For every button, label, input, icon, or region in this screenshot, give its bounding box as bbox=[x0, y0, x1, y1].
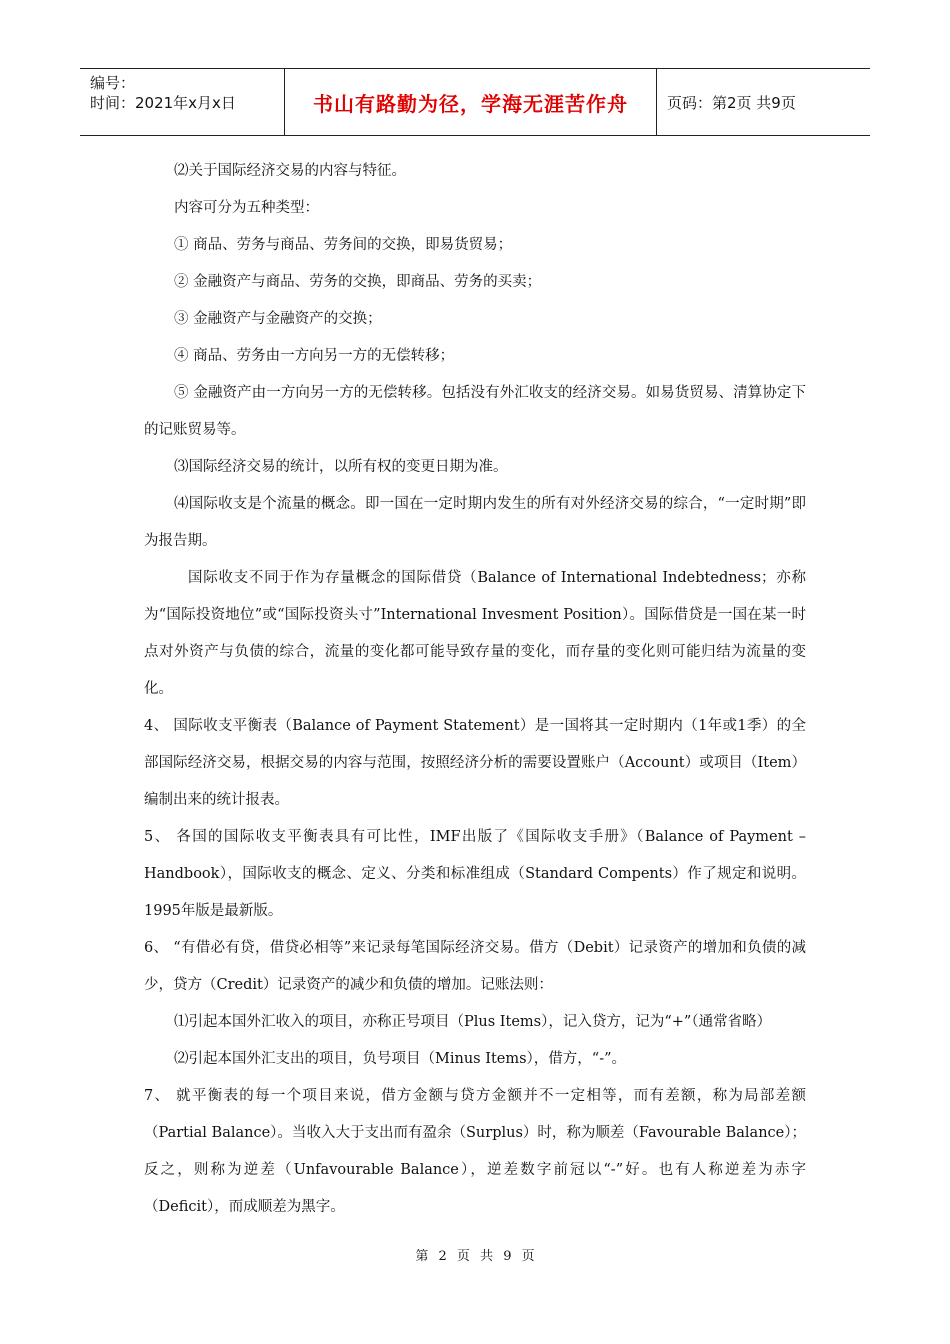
header-meta bbox=[80, 69, 285, 135]
numbered-item: 5、 各国的国际收支平衡表具有可比性，IMF出版了《国际收支手册》（Balance of Payment –Handbook），国际收支的概念、定义、分类和标准组成（Standard Compents）作了规定和说明。1995年版是最新版。 bbox=[144, 829, 806, 919]
doc-number-label: 编号： bbox=[90, 74, 136, 92]
numbered-item: 7、 就平衡表的每一个项目来说，借方金额与贷方金额并不一定相等，而有差额，称为局部差额（Partial Balance）。当收入大于支出而有盈余（Surplus）时，称为顺差（Favourable Balance）；反之，则称为逆差（Unfavourable Balance），逆差数字前冠以“-”好。也有人称逆差为赤字（Deficit），而成顺差为黑字。 bbox=[144, 1088, 806, 1215]
list-item: ③ 金融资产与金融资产的交换； bbox=[174, 311, 382, 327]
paragraph: 内容可分为五种类型： bbox=[174, 200, 319, 216]
list-item: ④ 商品、劳务由一方向另一方的无偿转移； bbox=[174, 348, 455, 364]
numbered-item: 6、 “有借必有贷，借贷必相等”来记录每笔国际经济交易。借方（Debit）记录资产的增加和负债的减少，贷方（Credit）记录资产的减少和负债的增加。记账法则： bbox=[144, 940, 806, 993]
header-page-info: 页码：第2页 共9页 bbox=[667, 93, 796, 112]
paragraph: ⑷国际收支是个流量的概念。即一国在一定时期内发生的所有对外经济交易的综合，“一定时期”即为报告期。 bbox=[144, 496, 806, 549]
list-item: ⑤ 金融资产由一方向另一方的无偿转移。包括没有外汇收支的经济交易。如易货贸易、清算协定下的记账贸易等。 bbox=[144, 385, 806, 438]
paragraph: ⑵引起本国外汇支出的项目，负号项目（Minus Items），借方，“-”。 bbox=[174, 1051, 627, 1067]
document-body bbox=[144, 153, 806, 1226]
header-motto: 书山有路勤为径，学海无涯苦作舟 bbox=[285, 69, 657, 135]
paragraph: 国际收支不同于作为存量概念的国际借贷（Balance of International Indebtedness；亦称为“国际投资地位”或“国际投资头寸”International Invesment Position）。国际借贷是一国在某一时点对外资产与负债的综合，流量的变化都可能导致存量的变化，而存量的变化则可能归结为流量的变化。 bbox=[144, 570, 806, 697]
doc-time-label: 时间：2021年x月x日 bbox=[90, 94, 236, 112]
paragraph: ⑵关于国际经济交易的内容与特征。 bbox=[174, 163, 406, 179]
list-item: ① 商品、劳务与商品、劳务间的交换，即易货贸易； bbox=[174, 237, 513, 253]
paragraph: ⑴引起本国外汇收入的项目，亦称正号项目（Plus Items），记入贷方，记为“+”（通常省略） bbox=[174, 1014, 772, 1030]
page-footer: 第 2 页 共 9 页 bbox=[415, 1249, 535, 1264]
numbered-item: 4、 国际收支平衡表（Balance of Payment Statement）是一国将其一定时期内（1年或1季）的全部国际经济交易，根据交易的内容与范围，按照经济分析的需要设置账户（Account）或项目（Item）编制出来的统计报表。 bbox=[144, 718, 806, 808]
paragraph: ⑶国际经济交易的统计，以所有权的变更日期为准。 bbox=[174, 459, 508, 475]
list-item: ② 金融资产与商品、劳务的交换，即商品、劳务的买卖； bbox=[174, 274, 542, 290]
page-header bbox=[80, 68, 870, 136]
